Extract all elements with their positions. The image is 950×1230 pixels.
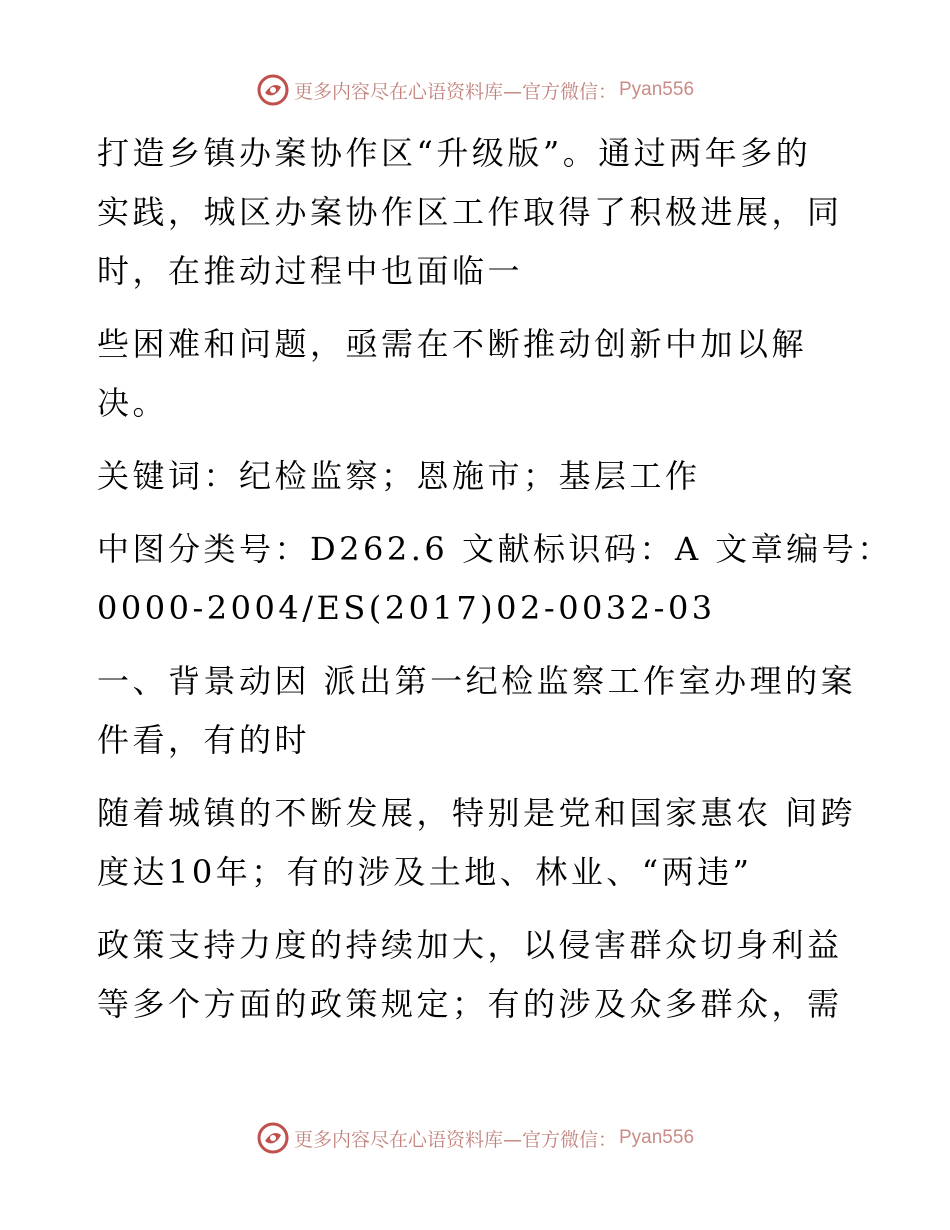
text-line: 件看，有的时	[97, 721, 311, 759]
header-watermark	[0, 70, 950, 110]
text-line: 决。	[97, 384, 169, 422]
watermark-text: 更多内容尽在心语资料库—官方微信：	[293, 1128, 617, 1151]
footer-watermark	[0, 1118, 950, 1158]
text-line: 度达10年；有的涉及土地、林业、“两违”	[97, 853, 753, 891]
paragraph	[97, 315, 857, 433]
text-line: 随着城镇的不断发展，特别是党和国家惠农 间跨	[97, 794, 857, 832]
watermark-wechat-id: Pyan556	[619, 1127, 695, 1148]
text-line: 打造乡镇办案协作区“升级版”。通过两年多的	[97, 134, 812, 172]
text-line: 实践，城区办案协作区工作取得了积极进展，同	[97, 193, 843, 231]
paragraph	[97, 652, 857, 770]
red-swirl-logo-icon	[256, 1121, 290, 1155]
paragraph	[97, 916, 857, 1034]
text-line: 关键词：纪检监察；恩施市；基层工作	[97, 457, 701, 495]
text-line: 等多个方面的政策规定；有的涉及众多群众，需	[97, 985, 843, 1023]
paragraph	[97, 124, 857, 301]
document-body	[97, 124, 893, 1034]
text-line: 一、背景动因 派出第一纪检监察工作室办理的案	[97, 662, 857, 700]
keywords-paragraph	[97, 447, 857, 506]
text-line: 些困难和问题，亟需在不断推动创新中加以解	[97, 325, 808, 363]
classification-paragraph	[97, 520, 893, 638]
text-line: 时，在推动过程中也面临一	[97, 252, 524, 290]
watermark-wechat-id: Pyan556	[619, 79, 695, 100]
red-swirl-logo-icon	[256, 73, 290, 107]
text-line: 中图分类号：D262.6 文献标识码：A 文章编号：	[97, 530, 893, 568]
watermark-text: 更多内容尽在心语资料库—官方微信：	[293, 80, 617, 103]
text-line: 0000-2004/ES(2017)02-0032-03	[97, 589, 716, 627]
text-line: 政策支持力度的持续加大，以侵害群众切身利益	[97, 926, 843, 964]
paragraph	[97, 784, 857, 902]
